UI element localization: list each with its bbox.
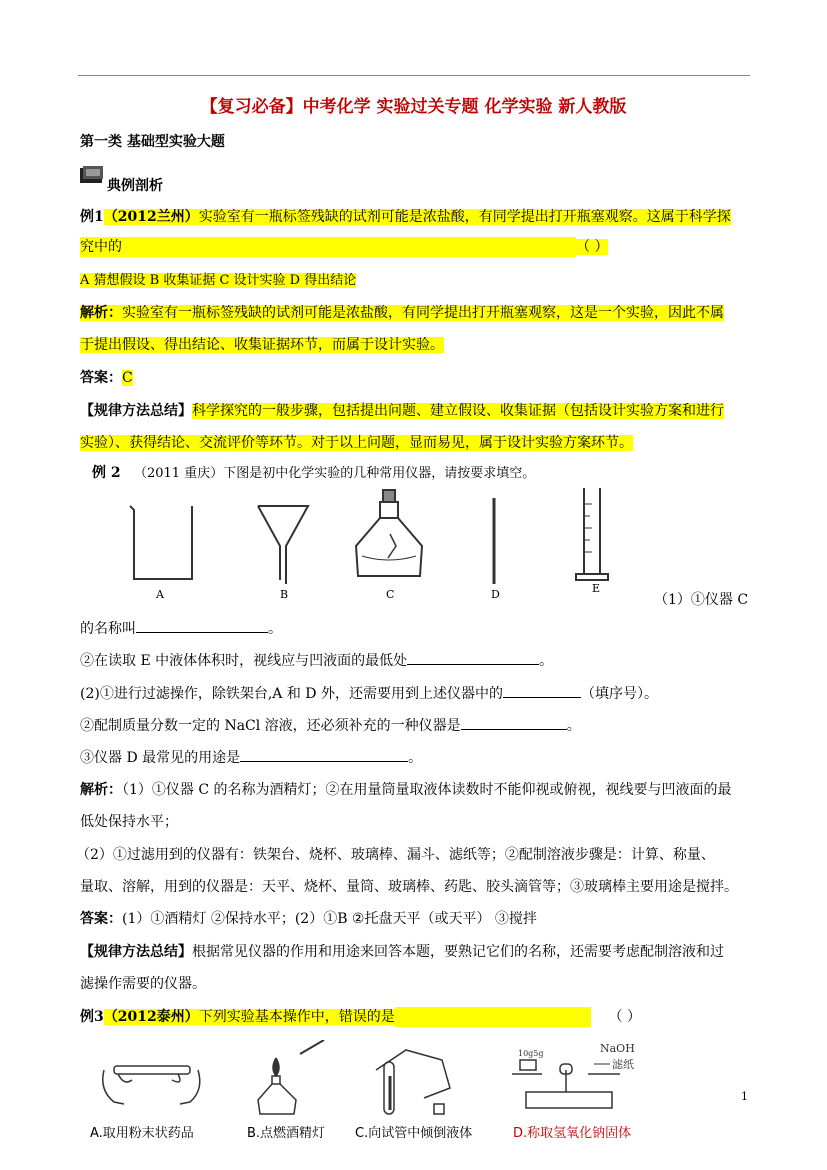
svg-text:滤纸: 滤纸 [612, 1058, 634, 1071]
figure-label-b: B [280, 588, 289, 601]
book-icon [80, 166, 106, 184]
graduated-cylinder-icon [576, 488, 608, 580]
funnel-icon [258, 506, 308, 584]
hands-tube-icon [103, 1066, 200, 1104]
ex1-analysis-line2: 于提出假设、得出结论、收集证据环节，而属于设计实验。 [80, 337, 444, 353]
header-rule [78, 75, 750, 76]
ex2-q1-a: （1）①仪器 C [654, 592, 749, 608]
ex2-analysis-line2: 低处保持水平； [80, 814, 178, 830]
ex2-q4: ②配制质量分数一定的 NaCl 溶液，还必须补充的一种仪器是 。 [80, 715, 581, 736]
blank-q4[interactable] [461, 715, 567, 730]
ex1-summary-line1: 【规律方法总结】科学探究的一般步骤，包括提出问题、建立假设、收集证据（包括设计实验方案和进行 [80, 403, 724, 419]
caption-d: D.称取氢氧化钠固体 [513, 1126, 632, 1141]
beaker-icon [130, 506, 192, 579]
instrument-figure [100, 484, 626, 602]
ex1-answer: 答案：C [80, 370, 133, 386]
ex2-summary-line2: 滤操作需要的仪器。 [80, 976, 206, 992]
ex2-q5: ③仪器 D 最常见的用途是 。 [80, 747, 422, 768]
page-number: 1 [741, 1090, 748, 1103]
operation-figures [94, 1040, 654, 1120]
figure-label-c: C [386, 588, 395, 601]
page-title: 【复习必备】中考化学 实验过关专题 化学实验 新人教版 [200, 97, 627, 117]
ex2-q1-b: 的名称叫 。 [80, 618, 282, 639]
ex2-summary-line1: 【规律方法总结】根据常见仪器的作用和用途来回答本题，要熟记它们的名称，还需要考虑配制溶液和过 [80, 944, 724, 960]
lit-lamp-icon [258, 1040, 324, 1114]
svg-text:NaOH: NaOH [600, 1042, 635, 1055]
ex3-stem: 例3（2012泰州）下列实验基本操作中，错误的是 （ ） [80, 1009, 641, 1025]
ex1-options: A 猜想假设 B 收集证据 C 设计实验 D 得出结论 [80, 273, 357, 288]
caption-b: B.点燃酒精灯 [247, 1126, 326, 1141]
caption-a: A.取用粉末状药品 [90, 1126, 194, 1141]
blank-q2[interactable] [407, 650, 539, 665]
ex2-analysis-line1: 解析：（1）①仪器 C 的名称为酒精灯；②在用量筒量取液体读数时不能仰视或俯视，视线要与凹液面的最 [80, 782, 732, 798]
ex2-q3: (2)①进行过滤操作，除铁架台,A 和 D 外，还需要用到上述仪器中的 （填序号）。 [80, 683, 658, 704]
ex2-analysis-line3: （2）①过滤用到的仪器有：铁架台、烧杯、玻璃棒、漏斗、滤纸等；②配制溶液步骤是：计算、称量、 [76, 847, 715, 863]
section-title: 第一类 基础型实验大题 [80, 134, 225, 150]
figure-label-d: D [491, 588, 500, 601]
figure-label-a: A [156, 588, 164, 601]
typical-label: 典例剖析 [107, 178, 163, 194]
ex1-stem-line2: 究中的 （ ） [80, 239, 609, 255]
ex1-stem-line1: 例1（2012兰州）实验室有一瓶标签残缺的试剂可能是浓盐酸，有同学提出打开瓶塞观察。这属于科学探 [80, 209, 731, 225]
alcohol-lamp-icon [356, 490, 422, 576]
blank-q5[interactable] [240, 747, 408, 762]
balance-icon [512, 1042, 635, 1108]
pouring-icon [376, 1050, 450, 1114]
ex2-q2: ②在读取 E 中液体体积时，视线应与凹液面的最低处 。 [80, 650, 553, 671]
caption-c: C.向试管中倾倒液体 [355, 1126, 473, 1141]
blank-q1[interactable] [136, 618, 268, 633]
figure-label-e: E [592, 582, 601, 595]
ex1-summary-line2: 实验）、获得结论、交流评价等环节。对于以上问题，显而易见，属于设计实验方案环节。 [80, 435, 633, 451]
ex2-answer: 答案：(1）①酒精灯 ②保持水平；(2）①B ②托盘天平（或天平） ③搅拌 [80, 911, 537, 927]
ex1-analysis-line1: 解析：实验室有一瓶标签残缺的试剂可能是浓盐酸，有同学提出打开瓶塞观察，这是一个实验，因此不属 [80, 305, 724, 321]
ex2-analysis-line4: 量取、溶解，用到的仪器是：天平、烧杯、量筒、玻璃棒、药匙、胶头滴管等；③玻璃棒主要用途是搅拌。 [80, 879, 738, 895]
blank-q3[interactable] [503, 683, 581, 698]
svg-text:10g5g: 10g5g [518, 1049, 544, 1058]
ex2-stem: 例 2 （2011 重庆）下图是初中化学实验的几种常用仪器，请按要求填空。 [92, 465, 536, 481]
